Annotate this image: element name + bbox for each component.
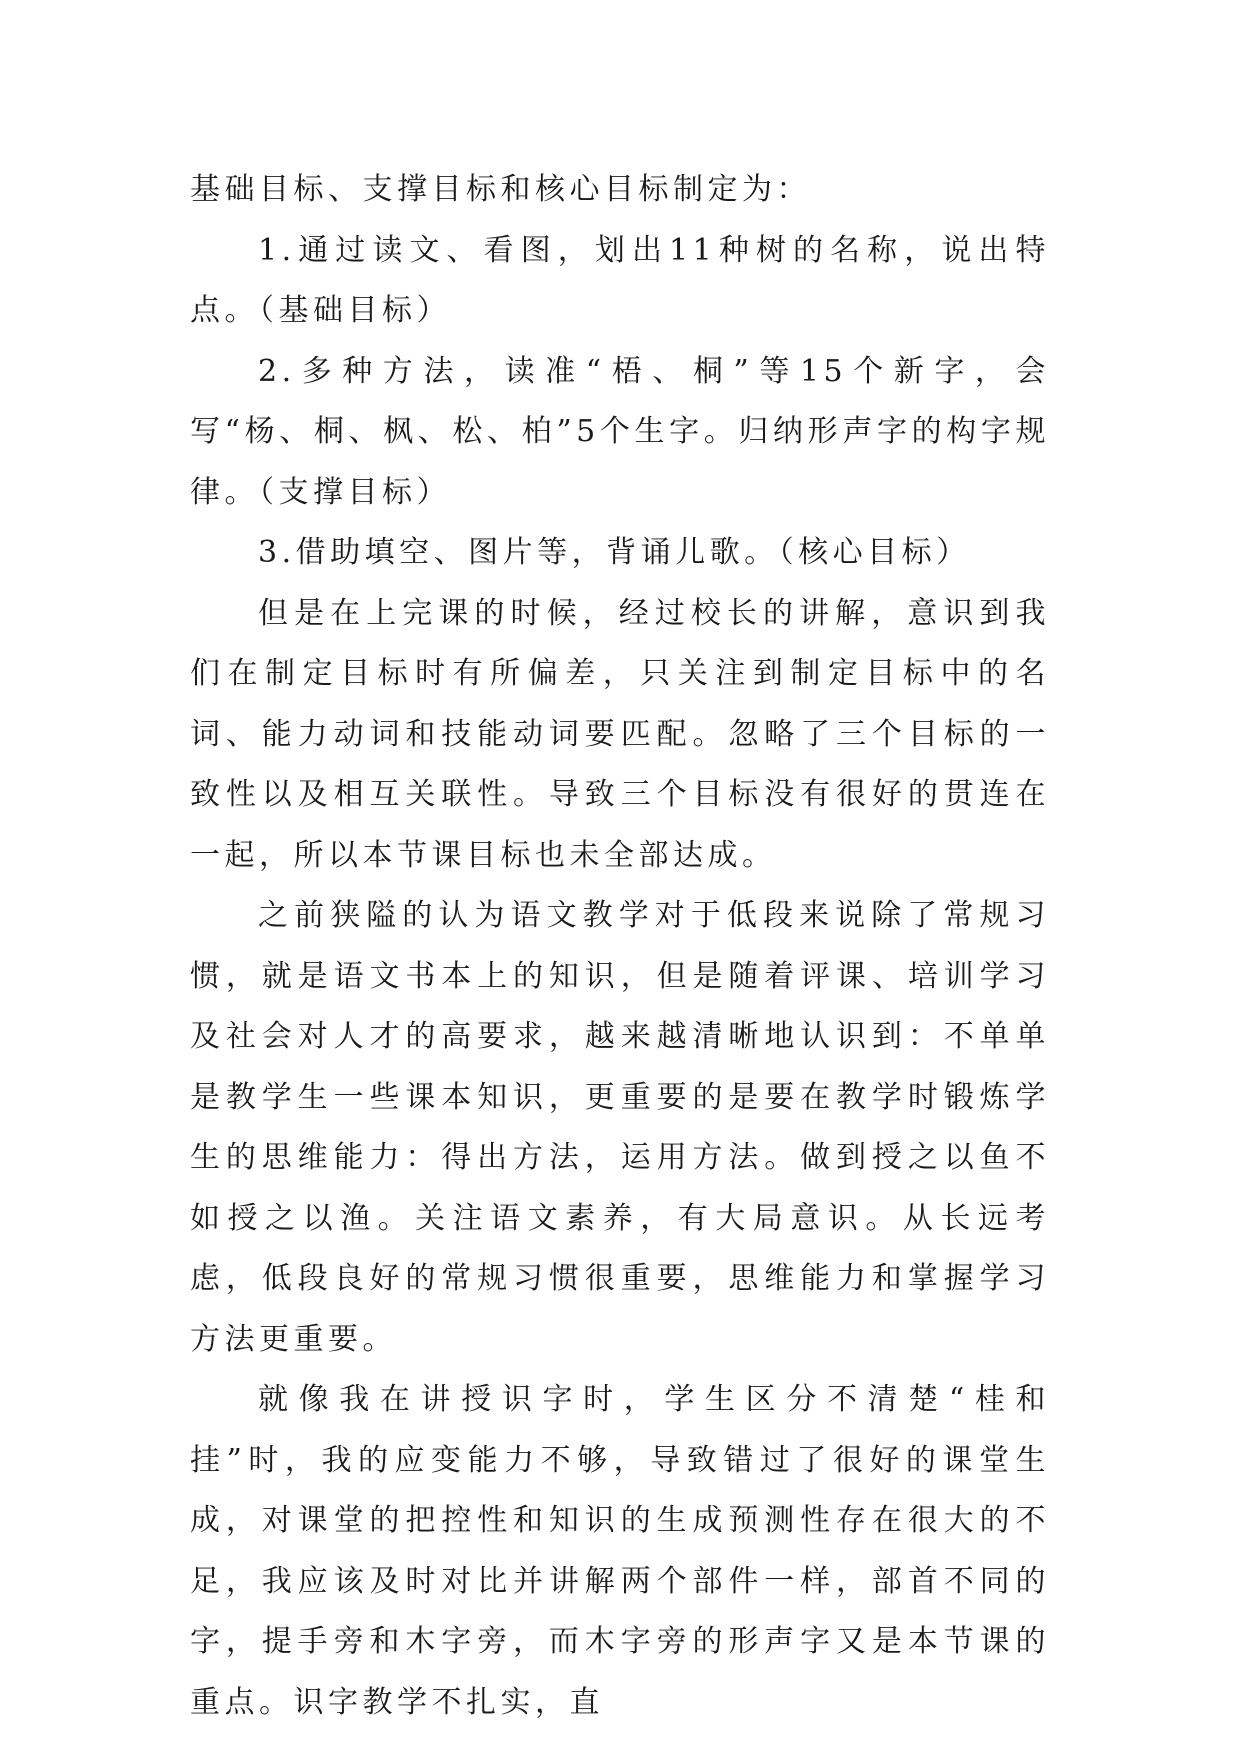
- paragraph-goal-1: 1.通过读文、看图，划出11种树的名称，说出特点。（基础目标）: [190, 232, 1050, 328]
- paragraph-goal-3: 3.借助填空、图片等，背诵儿歌。（核心目标）: [258, 535, 971, 570]
- paragraph-goal-2: 2.多种方法，读准“梧、桐”等15个新字，会写“杨、桐、枫、松、柏”5个生字。归纳形声字的构字规律。（支撑目标）: [190, 353, 1050, 510]
- paragraph-reflection-3: 就像我在讲授识字时，学生区分不清楚“桂和挂”时，我的应变能力不够，导致错过了很好的课堂生成，对课堂的把控性和知识的生成预测性存在很大的不足，我应该及时对比并讲解两个部件一样，部首不同的字，提手旁和木字旁，而木字旁的形声字又是本节课的重点。识字教学不扎实，直: [190, 1382, 1050, 1720]
- paragraph-goals-intro: 基础目标、支撑目标和核心目标制定为：: [190, 172, 811, 207]
- paragraph-reflection-1: 但是在上完课的时候，经过校长的讲解，意识到我们在制定目标时有所偏差，只关注到制定目标中的名词、能力动词和技能动词要匹配。忽略了三个目标的一致性以及相互关联性。导致三个目标没有很好的贯连在一起，所以本节课目标也未全部达成。: [190, 595, 1050, 873]
- body-text: [190, 160, 1050, 1733]
- paragraph-reflection-2: 之前狭隘的认为语文教学对于低段来说除了常规习惯，就是语文书本上的知识，但是随着评课、培训学习及社会对人才的高要求，越来越清晰地认识到：不单单是教学生一些课本知识，更重要的是要在教学时锻炼学生的思维能力：得出方法，运用方法。做到授之以鱼不如授之以渔。关注语文素养，有大局意识。从长远考虑，低段良好的常规习惯很重要，思维能力和掌握学习方法更重要。: [190, 898, 1050, 1357]
